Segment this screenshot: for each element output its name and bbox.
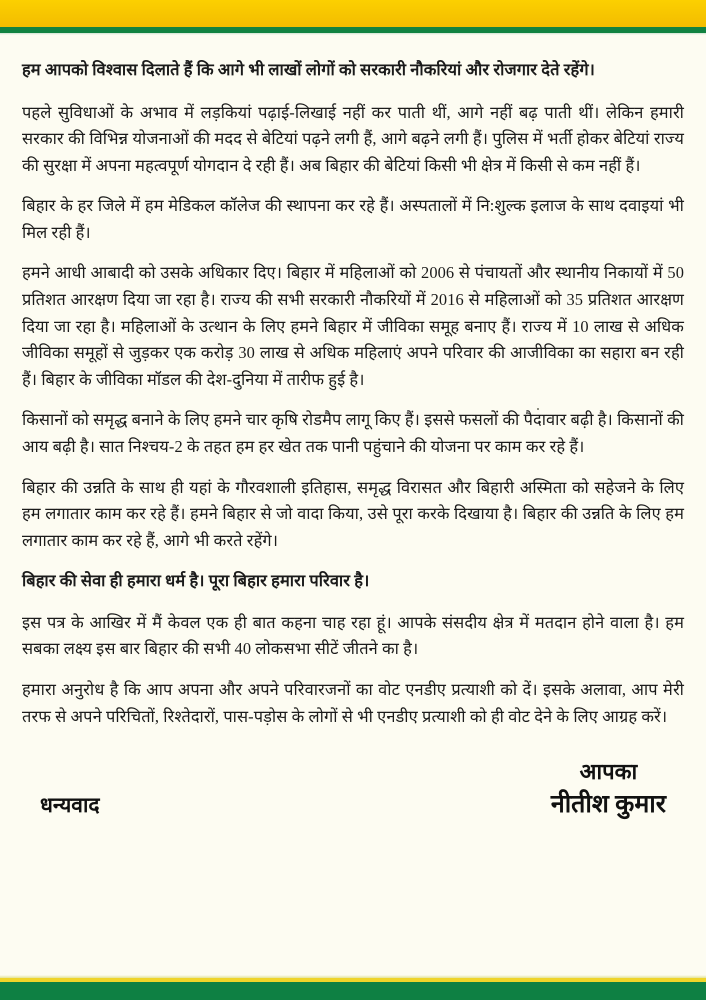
signature-block <box>22 756 684 823</box>
paragraph-farmers-roadmap: किसानों को समृद्ध बनाने के लिए हमने चार कृषि रोडमैप लागू किए हैं। इससे फसलों की पैदावार बढ़ी है। किसानों की आय बढ़ी है। सात निश्चय-2 के तहत हम हर खेत तक पानी पहुंचाने की योजना पर काम कर रहे हैं। <box>22 410 684 456</box>
top-banner <box>0 0 706 35</box>
signatory-name: नीतीश कुमार <box>550 791 666 819</box>
bottom-banner-green-band <box>0 982 706 1000</box>
paragraph-heritage-asmita: बिहार की उन्नति के साथ ही यहां के गौरवशाली इतिहास, समृद्ध विरासत और बिहारी अस्मिता को सहेजने के लिए हम लगातार काम कर रहे हैं। हमने बिहार से जो वादा किया, उसे पूरा करके दिखाया है। बिहार की उन्नति के लिए हम लगातार काम कर रहे हैं, आगे भी करते रहेंगे। <box>22 477 684 550</box>
paragraph-seva-dharm: बिहार की सेवा ही हमारा धर्म है। पूरा बिहार हमारा परिवार है। <box>22 571 370 591</box>
paragraph-jobs-assurance: हम आपको विश्वास दिलाते हैं कि आगे भी लाखों लोगों को सरकारी नौकरियां और रोजगार देते रहेंगे। <box>22 60 595 79</box>
paragraph-medical-colleges: बिहार के हर जिले में हम मेडिकल कॉलेज की स्थापना कर रहे हैं। अस्पतालों में नि:शुल्क इलाज के साथ दवाइयां भी मिल रही हैं। <box>22 196 684 242</box>
top-banner-yellow-band <box>0 0 706 27</box>
paragraph-women-reservation-jeevika: हमने आधी आबादी को उसके अधिकार दिए। बिहार में महिलाओं को 2006 से पंचायतों और स्थानीय निकायों में 50 प्रतिशत आरक्षण दिया जा रहा है। राज्य की सभी सरकारी नौकरियों में 2016 से महिलाओं को 35 प्रतिशत आरक्षण दिया जा रहा है। महिलाओं के उत्थान के लिए हमने बिहार में जीविका समूह बनाए हैं। राज्य में 10 लाख से अधिक जीविका समूहों से जुड़कर एक करोड़ 30 लाख से अधिक महिलाएं अपने परिवार की आजीविका का सहारा बन रही हैं। बिहार के जीविका मॉडल की देश-दुनिया में तारीफ हुई है। <box>22 263 684 389</box>
letter-body <box>0 35 706 975</box>
paragraph-election-appeal: इस पत्र के आखिर में मैं केवल एक ही बात कहना चाह रहा हूं। आपके संसदीय क्षेत्र में मतदान होने वाला है। हम सबका लक्ष्य इस बार बिहार की सभी 40 लोकसभा सीटें जीतने का है। <box>22 612 684 659</box>
signoff <box>551 756 666 823</box>
paragraph-girls-education: पहले सुविधाओं के अभाव में लड़कियां पढ़ाई-लिखाई नहीं कर पाती थीं, आगे नहीं बढ़ पाती थीं। लेकिन हमारी सरकार की विभिन्न योजनाओं की मदद से बेटियां पढ़ने लगी हैं, आगे बढ़ने लगी हैं। पुलिस में भर्ती होकर बेटियां राज्य की सुरक्षा में अपना महत्वपूर्ण योगदान दे रही हैं। अब बिहार की बेटियां किसी भी क्षेत्र में किसी से कम नहीं हैं। <box>22 102 684 175</box>
thanks-text: धन्यवाद <box>40 792 100 817</box>
paragraph-nda-vote-request: हमारा अनुरोध है कि आप अपना और अपने परिवारजनों का वोट एनडीए प्रत्याशी को दें। इसके अलावा, आप मेरी तरफ से अपने परिचितों, रिश्तेदारों, पास-पड़ोस के लोगों से भी एनडीए प्रत्याशी को ही वोट देने के लिए आग्रह करें। <box>22 679 684 726</box>
signoff-yours: आपका <box>579 759 638 785</box>
bottom-banner <box>0 975 706 1000</box>
scan-speck <box>537 408 539 410</box>
